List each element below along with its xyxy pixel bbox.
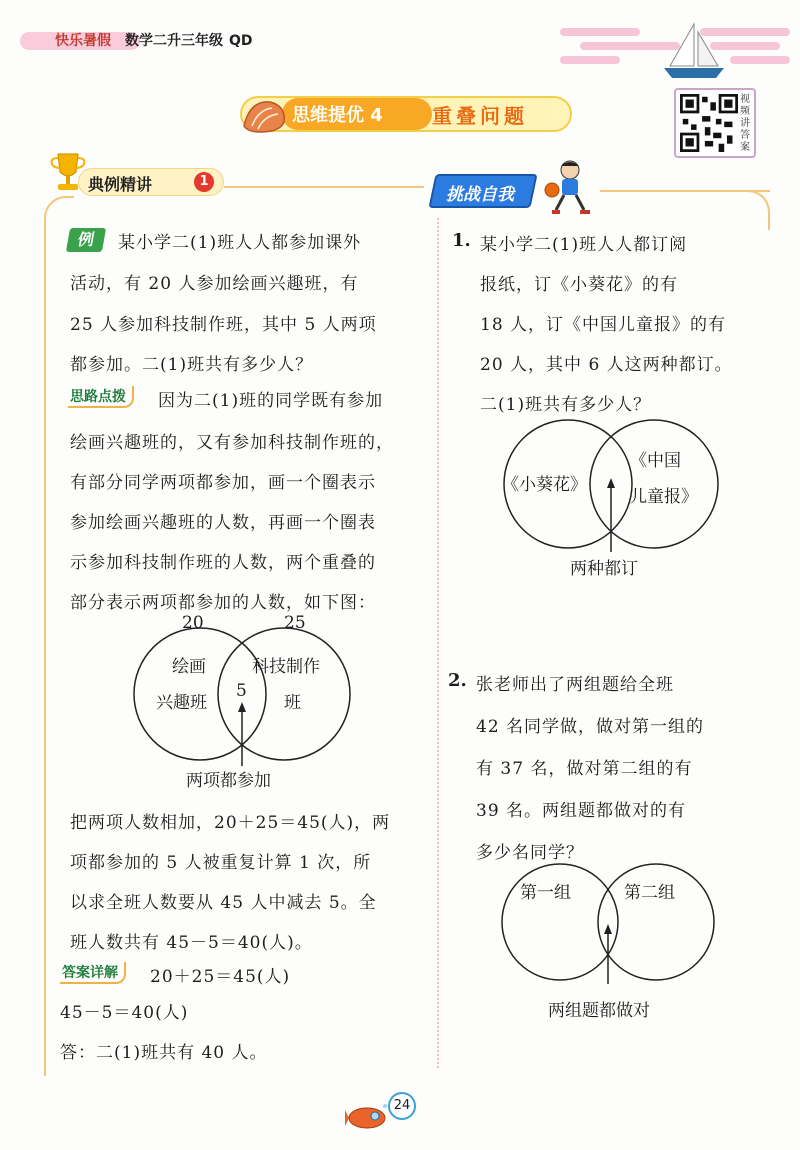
boy-basketball-icon <box>538 158 598 220</box>
challenge-label: 挑战自我 <box>446 185 514 205</box>
q1-venn-caption: 两种都订 <box>570 559 638 579</box>
example-venn-diagram <box>120 604 370 794</box>
q2-line-1: 张老师出了两组题给全班 <box>476 675 674 695</box>
q2-line-3: 有 37 名，做对第二组的有 <box>476 759 693 779</box>
qr-caption: 视频讲答案 <box>740 94 750 153</box>
q2-venn-left-circle <box>502 864 618 980</box>
answer-line-2: 45－5＝40(人) <box>60 1003 189 1023</box>
answer-line-1: 20＋25＝45(人) <box>150 967 291 987</box>
explain-line-2: 项都参加的 5 人被重复计算 1 次，所 <box>70 853 372 873</box>
answer-line-3: 答：二(1)班共有 40 人。 <box>60 1043 268 1063</box>
venn-caption: 两项都参加 <box>186 771 271 791</box>
q2-line-4: 39 名。两组题都做对的有 <box>476 801 687 821</box>
example-line-3: 25 人参加科技制作班，其中 5 人两项 <box>70 315 377 335</box>
venn-right-count: 25 <box>284 613 306 633</box>
explain-line-3: 以求全班人数要从 45 人中减去 5。全 <box>70 893 377 913</box>
example-section-label: 典例精讲 <box>88 175 153 194</box>
header-subject: 数学二升三年级 <box>125 33 223 49</box>
qr-code-icon <box>680 94 738 152</box>
submarine-fish-icon <box>345 1100 391 1134</box>
title-part1: 思维提优 4 <box>292 105 383 126</box>
qr-box[interactable] <box>674 88 756 158</box>
sailboat-icon <box>660 20 730 82</box>
explain-line-4: 班人数共有 45－5＝40(人)。 <box>70 933 313 953</box>
hint-line-4: 参加绘画兴趣班的人数，再画一个圈表 <box>70 513 376 533</box>
q2-line-2: 42 名同学做，做对第一组的 <box>476 717 705 737</box>
page-number: 24 <box>388 1092 416 1120</box>
example-section-number: 1 <box>194 172 214 192</box>
hint-line-5: 示参加科技制作班的人数，两个重叠的 <box>70 553 376 573</box>
q1-venn-left-label: 《小葵花》 <box>502 475 587 495</box>
hint-tag: 思路点拨 <box>68 386 134 408</box>
right-frame <box>740 190 770 230</box>
example-tag: 例 <box>66 228 106 252</box>
hint-line-2: 绘画兴趣班的，又有参加科技制作班的， <box>70 433 394 453</box>
shell-icon <box>240 96 288 136</box>
q2-venn-diagram <box>490 860 730 1024</box>
example-line-1: 某小学二(1)班人人都参加课外 <box>118 233 362 253</box>
q1-venn-right-label-2: 儿童报》 <box>630 487 698 507</box>
venn-right-label-1: 科技制作 <box>252 657 320 677</box>
header-edition: QD <box>229 33 253 49</box>
q1-line-3: 18 人，订《中国儿童报》的有 <box>480 315 727 335</box>
header <box>55 30 259 50</box>
q1-line-2: 报纸，订《小葵花》的有 <box>480 275 678 295</box>
q2-venn-right-circle <box>598 864 714 980</box>
example-line-4: 都参加。二(1)班共有多少人？ <box>70 355 314 375</box>
q2-line-5: 多少名同学？ <box>476 843 584 863</box>
q1-number: 1. <box>452 230 471 251</box>
venn-overlap-count: 5 <box>236 681 247 701</box>
divider-line-right <box>600 190 770 192</box>
venn-left-count: 20 <box>182 613 204 633</box>
q1-line-1: 某小学二(1)班人人都订阅 <box>480 235 688 255</box>
venn-left-label-2: 兴趣班 <box>156 693 207 713</box>
divider-line <box>224 186 424 188</box>
hint-line-1: 因为二(1)班的同学既有参加 <box>158 391 384 411</box>
example-line-2: 活动，有 20 人参加绘画兴趣班，有 <box>70 274 359 294</box>
explain-line-1: 把两项人数相加，20＋25＝45(人)，两 <box>70 813 391 833</box>
title-part2: 重叠问题 <box>432 104 528 128</box>
q2-venn-caption: 两组题都做对 <box>548 1001 650 1021</box>
q2-venn-left-label: 第一组 <box>520 883 571 903</box>
q1-venn-diagram <box>490 412 730 588</box>
column-divider <box>437 218 439 1068</box>
q2-number: 2. <box>448 670 467 691</box>
q1-line-5: 二(1)班共有多少人？ <box>480 395 652 415</box>
q1-line-4: 20 人，其中 6 人这两种都订。 <box>480 355 733 375</box>
answer-tag: 答案详解 <box>60 962 126 984</box>
q1-venn-right-label-1: 《中国 <box>630 451 681 471</box>
hint-line-3: 有部分同学两项都参加，画一个圈表示 <box>70 473 376 493</box>
header-brand: 快乐暑假 <box>55 33 111 49</box>
q2-venn-right-label: 第二组 <box>624 883 675 903</box>
hint-line-6: 部分表示两项都参加的人数，如下图： <box>70 593 376 613</box>
venn-left-label-1: 绘画 <box>172 657 206 677</box>
venn-right-label-2: 班 <box>284 693 301 713</box>
